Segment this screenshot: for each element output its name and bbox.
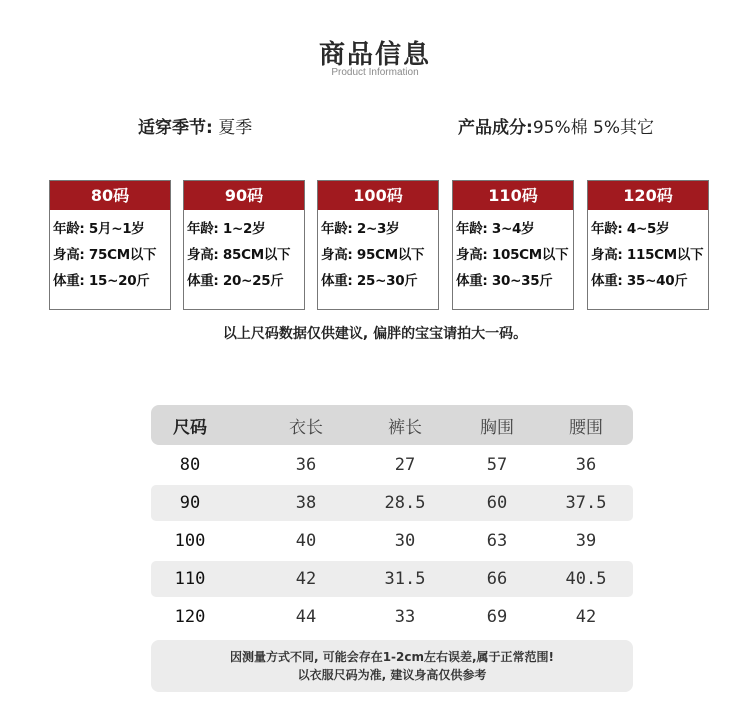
table-cell: 110 <box>174 569 206 589</box>
table-row <box>151 447 633 483</box>
table-header-cell: 胸围 <box>480 417 514 438</box>
table-header-cell: 衣长 <box>289 417 323 438</box>
table-header-cell: 尺码 <box>173 417 207 438</box>
season-label: 适穿季节: <box>138 118 213 138</box>
table-cell: 31.5 <box>384 569 426 589</box>
page-title: 商品信息 <box>318 40 431 70</box>
size-card-title: 80码 <box>50 181 170 210</box>
table-cell: 90 <box>179 493 201 513</box>
size-table <box>151 405 633 635</box>
size-advice-note: 以上尺码数据仅供建议, 偏胖的宝宝请拍大一码。 <box>222 326 528 342</box>
size-card-weight: 体重: 15~20斤 <box>53 273 150 289</box>
table-row <box>151 599 633 635</box>
table-header-cell: 腰围 <box>569 417 603 438</box>
size-card-weight: 体重: 20~25斤 <box>187 273 284 289</box>
size-card-age: 年龄: 4~5岁 <box>591 221 670 237</box>
size-card-height: 身高: 85CM以下 <box>187 247 291 263</box>
table-cell: 60 <box>486 493 508 513</box>
disclaimer-line-2: 以衣服尺码为准, 建议身高仅供参考 <box>297 668 487 682</box>
table-cell: 57 <box>486 455 508 475</box>
disclaimer-line-1: 因测量方式不同, 可能会存在1-2cm左右误差,属于正常范围! <box>229 650 555 664</box>
size-card-110 <box>452 180 574 310</box>
size-card-title: 110码 <box>453 181 573 210</box>
size-card-80 <box>49 180 171 310</box>
table-row <box>151 561 633 597</box>
size-card-100 <box>317 180 439 310</box>
table-cell: 36 <box>295 455 317 475</box>
size-card-age: 年龄: 1~2岁 <box>187 221 266 237</box>
table-cell: 39 <box>575 531 597 551</box>
measurement-disclaimer <box>151 640 633 692</box>
table-cell: 42 <box>575 607 597 627</box>
table-cell: 30 <box>394 531 416 551</box>
table-cell: 33 <box>394 607 416 627</box>
table-cell: 100 <box>174 531 206 551</box>
table-cell: 37.5 <box>565 493 607 513</box>
size-card-height: 身高: 95CM以下 <box>321 247 425 263</box>
table-cell: 80 <box>179 455 201 475</box>
table-row <box>151 485 633 521</box>
size-card-120 <box>587 180 709 310</box>
table-cell: 120 <box>174 607 206 627</box>
material-attribute <box>458 113 654 138</box>
size-card-age: 年龄: 2~3岁 <box>321 221 400 237</box>
table-cell: 40 <box>295 531 317 551</box>
table-cell: 42 <box>295 569 317 589</box>
material-label: 产品成分: <box>458 118 533 138</box>
table-cell: 63 <box>486 531 508 551</box>
size-card-weight: 体重: 25~30斤 <box>321 273 418 289</box>
table-header-row <box>151 405 633 445</box>
size-card-title: 100码 <box>318 181 438 210</box>
table-cell: 36 <box>575 455 597 475</box>
material-value: 95%棉 5%其它 <box>532 118 654 138</box>
table-cell: 38 <box>295 493 317 513</box>
size-card-height: 身高: 115CM以下 <box>591 247 704 263</box>
size-card-title: 120码 <box>588 181 708 210</box>
size-card-90 <box>183 180 305 310</box>
size-card-weight: 体重: 35~40斤 <box>591 273 688 289</box>
table-cell: 66 <box>486 569 508 589</box>
table-cell: 69 <box>486 607 508 627</box>
season-attribute <box>138 113 252 138</box>
page-subtitle: Product Information <box>331 67 419 78</box>
size-card-age: 年龄: 5月~1岁 <box>53 221 145 237</box>
size-card-height: 身高: 75CM以下 <box>53 247 157 263</box>
table-cell: 40.5 <box>565 569 607 589</box>
table-cell: 28.5 <box>384 493 426 513</box>
size-card-weight: 体重: 30~35斤 <box>456 273 553 289</box>
season-value: 夏季 <box>218 118 253 138</box>
size-card-title: 90码 <box>184 181 304 210</box>
size-card-age: 年龄: 3~4岁 <box>456 221 535 237</box>
table-cell: 44 <box>295 607 317 627</box>
size-card-height: 身高: 105CM以下 <box>456 247 569 263</box>
table-row <box>151 523 633 559</box>
table-header-cell: 裤长 <box>388 417 422 438</box>
table-cell: 27 <box>394 455 416 475</box>
